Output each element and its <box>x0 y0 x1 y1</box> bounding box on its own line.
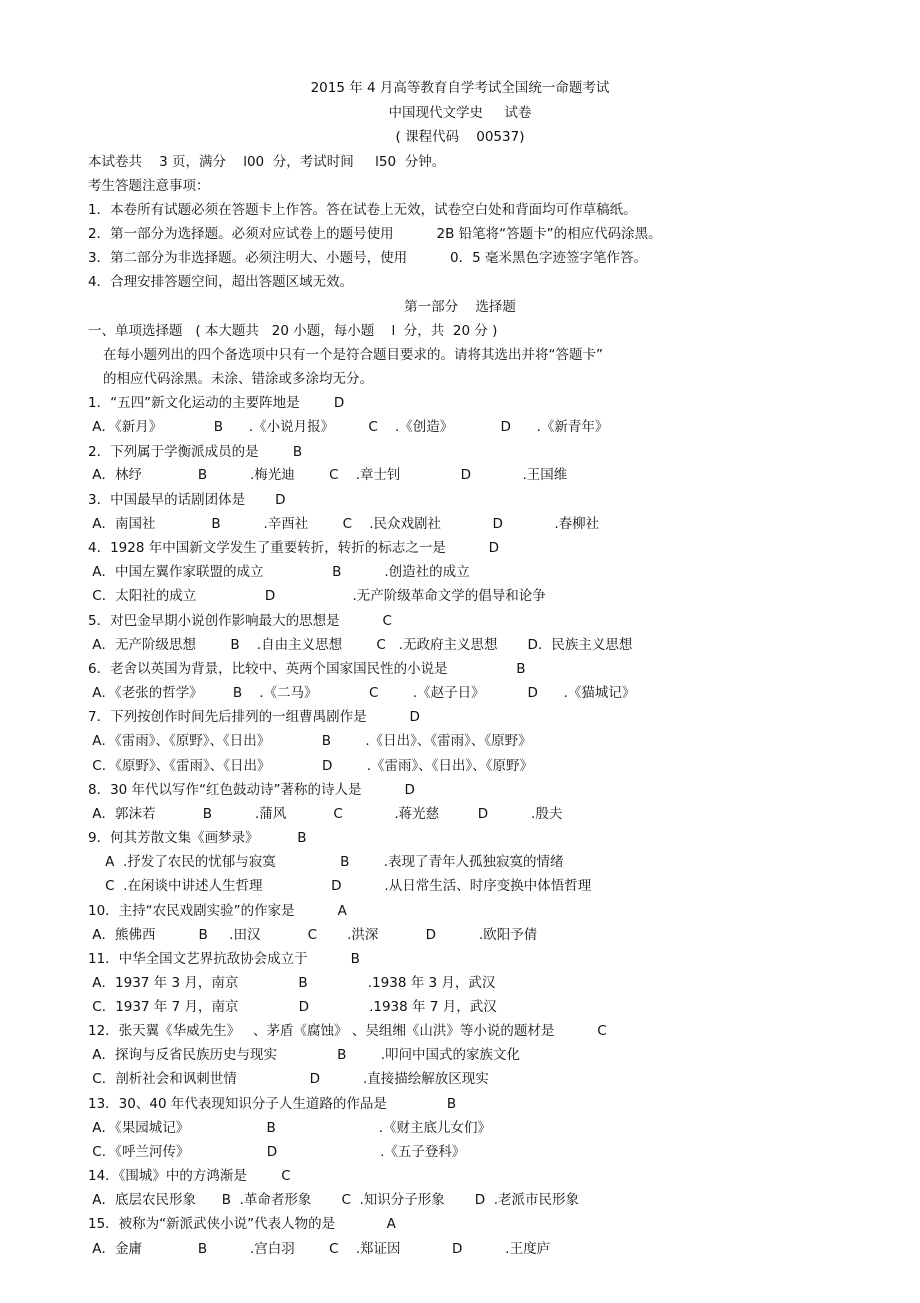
question-options: A．探询与反省民族历史与现实 B .叩问中国式的家族文化 <box>88 1047 520 1063</box>
question-options: A．《果园城记》 B .《财主底儿女们》 <box>88 1120 492 1136</box>
question-options: C．太阳社的成立 D .无产阶级革命文学的倡导和论争 <box>88 588 546 604</box>
question-options: C．1937 年 7 月，南京 D .1938 年 7 月，武汉 <box>88 999 497 1015</box>
question-options: A．《老张的哲学》 B .《二马》 C .《赵子日》 D .《猫城记》 <box>88 685 636 701</box>
question-options: C．《呼兰河传》 D .《五子登科》 <box>88 1144 466 1160</box>
question-options: A．底层农民形象 B .革命者形象 C .知识分子形象 D .老派市民形象 <box>88 1192 580 1208</box>
exam-subject: 中国现代文学史 试卷 <box>388 105 532 121</box>
question-options: A．《新月》 B .《小说月报》 C .《创造》 D .《新青年》 <box>88 419 609 435</box>
question-options: C .在闲谈中讲述人生哲理 D .从日常生活、时序变换中体悟哲理 <box>88 878 592 894</box>
question-options: A．无产阶级思想 B .自由主义思想 C .无政府主义思想 D．民族主义思想 <box>88 637 633 653</box>
question-stem: 4．1928 年中国新文学发生了重要转折，转折的标志之一是 D <box>88 540 500 556</box>
question-options: A．中国左翼作家联盟的成立 B .创造社的成立 <box>88 564 470 580</box>
question-stem: 7．下列按创作时间先后排列的一组曹禺剧作是 D <box>88 709 420 725</box>
part-heading: 第一部分 选择题 <box>404 299 516 315</box>
section-heading: 一、单项选择题 ( 本大题共 20 小题，每小题 l 分，共 20 分 ) <box>88 323 498 339</box>
notice-item: 3．第二部分为非选择题。必须注明大、小题号，使用 0．5 毫米黑色字迹签字笔作答。 <box>88 250 647 266</box>
section-instruction: 的相应代码涂黑。未涂、错涂或多涂均无分。 <box>103 371 373 387</box>
question-options: A．熊佛西 B .田汉 C .洪深 D .欧阳予倩 <box>88 927 538 943</box>
question-options: A .抒发了农民的忧郁与寂寞 B .表现了青年人孤独寂寞的情绪 <box>88 854 564 870</box>
question-options: A．林纾 B .梅光迪 C .章士钊 D .王国维 <box>88 467 568 483</box>
question-options: C．剖析社会和讽刺世情 D .直接描绘解放区现实 <box>88 1071 489 1087</box>
question-stem: 8．30 年代以写作“红色鼓动诗”著称的诗人是 D <box>88 782 415 798</box>
question-options: C．《原野》、《雷雨》、《日出》 D .《雷雨》、《日出》、《原野》 <box>88 758 533 774</box>
exam-title: 2015 年 4 月高等教育自学考试全国统一命题考试 <box>310 80 610 96</box>
question-options: A．郭沫若 B .蒲风 C .蒋光慈 D .殷夫 <box>88 806 563 822</box>
question-options: A．1937 年 3 月，南京 B .1938 年 3 月，武汉 <box>88 975 496 991</box>
question-stem: 3．中国最早的话剧团体是 D <box>88 492 286 508</box>
question-stem: 15．被称为“新派武侠小说”代表人物的是 A <box>88 1216 396 1232</box>
question-stem: 2．下列属于学衡派成员的是 B <box>88 444 303 460</box>
question-stem: 10．主持“农民戏剧实验”的作家是 A <box>88 903 347 919</box>
question-stem: 11．中华全国文艺界抗敌协会成立于 B <box>88 951 360 967</box>
notice-item: 4．合理安排答题空间，超出答题区域无效。 <box>88 274 354 290</box>
notice-item: 2．第一部分为选择题。必须对应试卷上的题号使用 2B 铅笔将“答题卡”的相应代码涂黑。 <box>88 226 662 242</box>
question-stem: 6．老舍以英国为背景，比较中、英两个国家国民性的小说是 B <box>88 661 526 677</box>
question-options: A．金庸 B .宫白羽 C .郑证因 D .王度庐 <box>88 1241 551 1257</box>
question-stem: 14．《围城》中的方鸿渐是 C <box>88 1168 291 1184</box>
notice-heading: 考生答题注意事项： <box>88 178 210 194</box>
course-code: ( 课程代码 00537) <box>395 129 525 145</box>
section-instruction: 在每小题列出的四个备选项中只有一个是符合题目要求的。请将其选出并将“答题卡” <box>103 347 603 363</box>
notice-item: 1．本卷所有试题必须在答题卡上作答。答在试卷上无效，试卷空白处和背面均可作草稿纸。 <box>88 202 637 218</box>
exam-info: 本试卷共 3 页，满分 l00 分，考试时间 l50 分钟。 <box>88 154 446 170</box>
question-stem: 13．30、40 年代表现知识分子人生道路的作品是 B <box>88 1096 457 1112</box>
question-stem: 9．何其芳散文集《画梦录》 B <box>88 830 307 846</box>
question-stem: 12．张天翼《华威先生》 、茅盾《腐蚀》 、吴组缃《山洪》等小说的题材是 C <box>88 1023 607 1039</box>
question-stem: 1．“五四”新文化运动的主要阵地是 D <box>88 395 345 411</box>
question-options: A．南国社 B .辛酉社 C .民众戏剧社 D .春柳社 <box>88 516 600 532</box>
question-stem: 5．对巴金早期小说创作影响最大的思想是 C <box>88 613 392 629</box>
question-options: A．《雷雨》、《原野》、《日出》 B .《日出》、《雷雨》、《原野》 <box>88 733 532 749</box>
